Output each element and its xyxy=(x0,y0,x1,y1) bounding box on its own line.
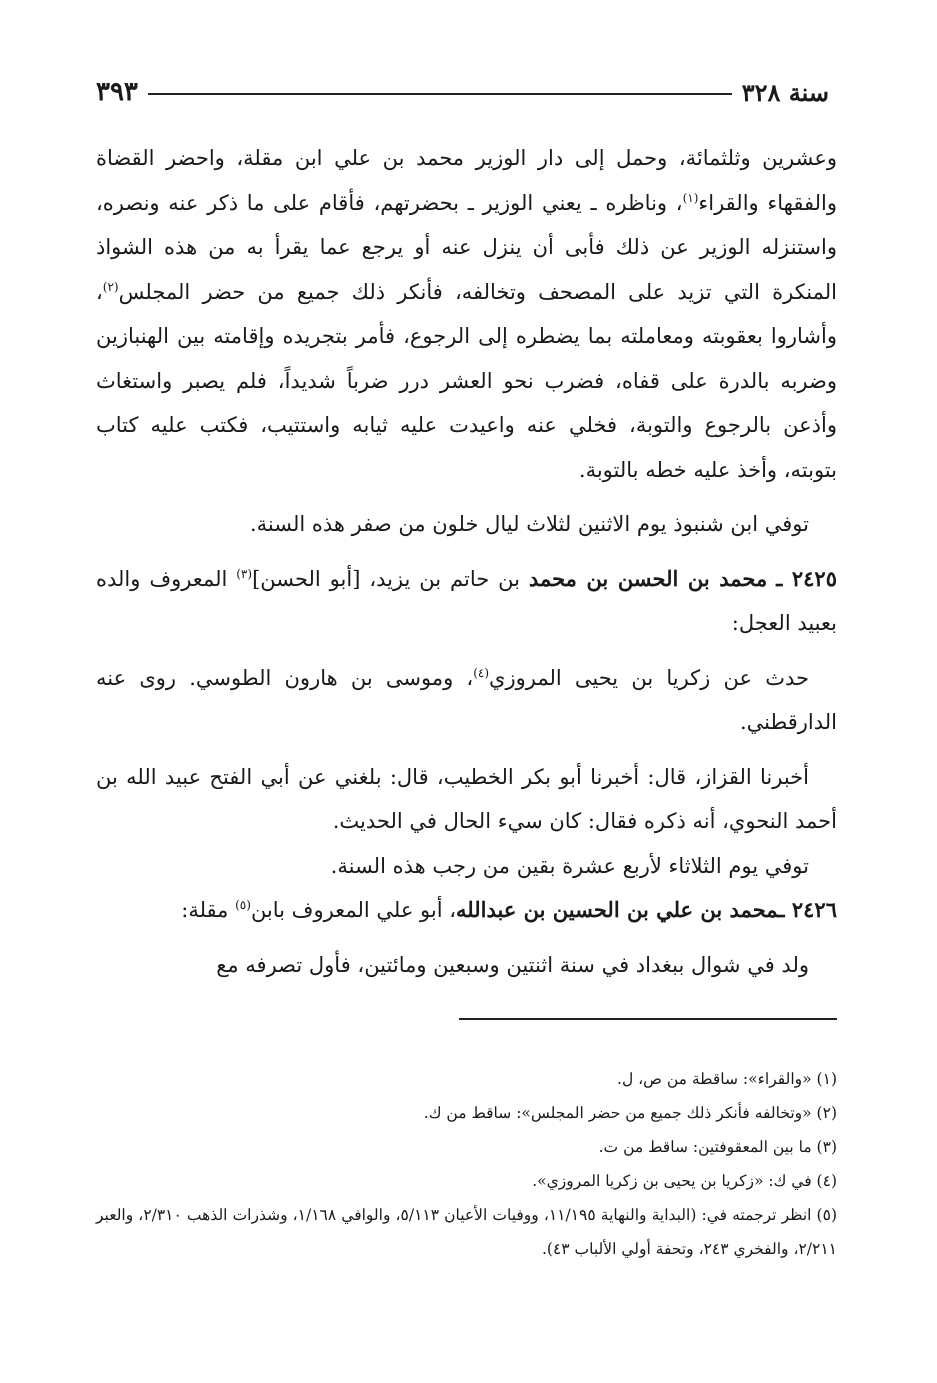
footnote-3: (٣) ما بين المعقوفتين: ساقط من ت. xyxy=(598,1138,837,1156)
paragraph-1-part-1: وعشرين وثلثمائة، وحمل إلى دار الوزير محمد بن علي ابن مقلة، واحضر القضاة والفقهاء والقراء xyxy=(96,146,837,215)
footnote-2: (٢) «وتخالفه فأنكر ذلك جميع من حضر المجلس»: ساقط من ك. xyxy=(423,1104,837,1122)
entry-2426 xyxy=(96,888,837,933)
paragraph-1 xyxy=(96,136,837,492)
paragraph-4: أخبرنا القزاز، قال: أخبرنا أبو بكر الخطيب، قال: بلغني عن أبي الفتح عبيد الله بن أحمد النحوي، أنه ذكره فقال: كان سيء الحال في الحديث. xyxy=(96,764,837,833)
entry-2425-part-2: المعروف والده بعبيد العجل: xyxy=(96,566,837,635)
entry-2426-part-1: ، أبو علي المعروف بابن xyxy=(250,898,457,922)
entry-2426-name: محمد بن علي بن الحسين بن عبدالله xyxy=(456,897,779,922)
entry-2426-number: ٢٤٢٦ ـ xyxy=(778,897,837,922)
header-year: سنة ٣٢٨ xyxy=(741,77,829,107)
paragraph-3 xyxy=(96,656,837,745)
footnotes xyxy=(96,1062,837,1266)
entry-2425 xyxy=(96,557,837,646)
footnote-ref-4: (٤) xyxy=(473,665,490,680)
paragraph-2: توفي ابن شنبوذ يوم الاثنين لثلاث ليال خلون من صفر هذه السنة. xyxy=(249,512,809,536)
footnote-ref-5: (٥) xyxy=(235,898,251,912)
entry-2425-part-1: بن حاتم بن يزيد، [أبو الحسن] xyxy=(252,566,529,591)
footnote-5: (٥) انظر ترجمته في: (البداية والنهاية ١١/١٩٥، ووفيات الأعيان ٥/١١٣، والوافي ١/١٦٨، وشذرات الذهب ٢/٣١٠، والعبر ٢/٢١١، والفخري ٢٤٣، وتحفة أولي الألباب ٤٣). xyxy=(96,1206,837,1258)
entry-2425-name: محمد بن الحسن بن محمد xyxy=(528,565,768,591)
paragraph-1-part-2: ، وناظره ـ يعني الوزير ـ بحضرتهم، فأقام على ما ذكر عنه ونصره، واستنزله الوزير عن ذلك فأبى أن ينزل عنه أو يرجع عما يقرأ به من هذه الشواذ المنكرة التي تزيد على المصحف وتخالفه، فأنكر ذلك جميع من حضر المجلس xyxy=(96,190,837,304)
footnote-1: (١) «والقراء»: ساقطة من ص، ل. xyxy=(617,1070,837,1088)
entry-2425-number: ٢٤٢٥ ـ xyxy=(776,565,837,591)
header-rule xyxy=(148,93,732,95)
footnote-ref-3: (٣) xyxy=(236,566,253,581)
page-number: ٣٩٣ xyxy=(96,77,138,107)
paragraph-3-part-2: ، وموسى بن هارون الطوسي. روى عنه الدارقطني. xyxy=(96,665,837,734)
footnote-ref-2: (٢) xyxy=(102,279,119,294)
paragraph-5: توفي يوم الثلاثاء لأربع عشرة بقين من رجب هذه السنة. xyxy=(330,853,809,878)
footnote-4: (٤) في ك: «زكريا بن يحيى بن زكريا المروزي». xyxy=(532,1172,837,1190)
entry-2426-part-2: مقلة: xyxy=(181,898,236,922)
footnote-separator xyxy=(459,1018,837,1020)
footnote-ref-1: (١) xyxy=(682,190,699,205)
paragraph-6: ولد في شوال ببغداد في سنة اثنتين وسبعين ومائتين، فأول تصرفه مع xyxy=(216,952,809,977)
paragraph-1-part-3: ، وأشاروا بعقوبته ومعاملته بما يضطره إلى الرجوع، فأمر بتجريده وإقامته بين الهنبازين وضربه بالدرة على قفاه، فضرب نحو العشر درر ضرباً شديداً، فلم يصبر واستغاث وأذعن بالرجوع والتوبة، فخلي عنه واعيدت عليه ثيابه واستتيب، فكتب عليه كتاب بتوبته، وأخذ عليه خطه بالتوبة. xyxy=(96,279,837,482)
running-header xyxy=(96,74,829,110)
main-text xyxy=(96,136,837,987)
paragraph-3-part-1: حدث عن زكريا بن يحيى المروزي xyxy=(489,665,809,690)
